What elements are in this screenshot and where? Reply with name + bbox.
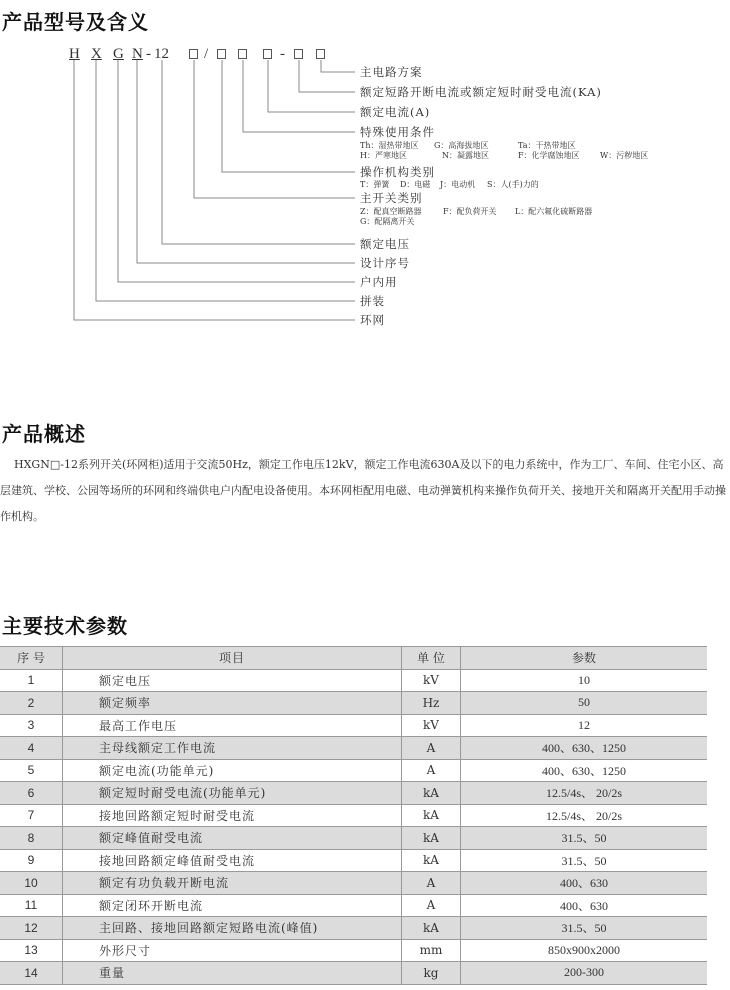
row-value: 400、630	[461, 872, 708, 895]
row-value: 10	[461, 669, 708, 692]
header-unit: 单 位	[402, 647, 461, 670]
line-main-circuit	[321, 60, 355, 72]
row-value: 200-300	[461, 962, 708, 985]
line-design-no	[137, 60, 355, 263]
row-value: 31.5、50	[461, 827, 708, 850]
row-unit: kA	[402, 804, 461, 827]
line-ring-net	[74, 60, 355, 320]
header-value: 参数	[461, 647, 708, 670]
table-row	[0, 759, 707, 782]
model-section-title: 产品型号及含义	[2, 10, 149, 34]
row-unit: A	[402, 737, 461, 760]
row-unit: kA	[402, 827, 461, 850]
code-box-6	[316, 49, 325, 59]
row-unit: kA	[402, 782, 461, 805]
row-value: 400、630	[461, 894, 708, 917]
table-row	[0, 849, 707, 872]
row-no: 4	[0, 737, 63, 760]
code-slash: /	[204, 46, 209, 62]
label-indoor: 户内用	[360, 275, 398, 289]
row-item: 主母线额定工作电流	[63, 737, 402, 760]
code-letter-g: G	[113, 46, 124, 62]
main-switch-options-line1: Z：配真空断路器 F：配负荷开关 L：配六氟化硫断路器	[360, 207, 593, 216]
row-no: 8	[0, 827, 63, 850]
table-row	[0, 782, 707, 805]
table-row	[0, 804, 707, 827]
row-value: 50	[461, 692, 708, 715]
label-mechanism: 操作机构类别	[360, 165, 435, 179]
table-row	[0, 669, 707, 692]
table-header-row	[0, 647, 707, 670]
row-unit: kA	[402, 917, 461, 940]
code-box-4	[263, 49, 272, 59]
table-row	[0, 737, 707, 760]
row-no: 14	[0, 962, 63, 985]
mechanism-options: T：弹簧 D：电磁 J：电动机 S：人(手)力的	[360, 180, 539, 189]
label-rated-current: 额定电流(A)	[360, 105, 431, 119]
row-unit: kV	[402, 714, 461, 737]
code-box-2	[217, 49, 226, 59]
label-short-circuit: 额定短路开断电流或额定短时耐受电流(KA)	[360, 85, 602, 99]
row-item: 主回路、接地回路额定短路电流(峰值)	[63, 917, 402, 940]
row-value: 12.5/4s、 20/2s	[461, 782, 708, 805]
table-row	[0, 939, 707, 962]
row-value: 12	[461, 714, 708, 737]
row-no: 7	[0, 804, 63, 827]
code-letter-h: H	[69, 46, 80, 62]
overview-paragraph: HXGN□-12系列开关(环网柜)适用于交流50Hz，额定工作电压12kV，额定工作电流630A及以下的电力系统中，作为工厂、车间、住宅小区、高层建筑、学校、公园等场所的环网和终端供电户内配电设备使用。本环网柜配用电磁、电动弹簧机构来操作负荷开关、接地开关和隔离开关配用手动操作机构。	[0, 458, 726, 523]
code-dash-1: -	[146, 46, 151, 62]
row-unit: A	[402, 894, 461, 917]
table-row	[0, 917, 707, 940]
row-no: 11	[0, 894, 63, 917]
row-item: 外形尺寸	[63, 939, 402, 962]
row-no: 13	[0, 939, 63, 962]
code-box-5	[294, 49, 303, 59]
row-value: 400、630、1250	[461, 737, 708, 760]
line-rated-current	[268, 60, 355, 112]
row-no: 3	[0, 714, 63, 737]
label-assembled: 拼装	[360, 294, 385, 308]
line-short-circuit	[299, 60, 355, 92]
table-body	[0, 669, 707, 984]
row-no: 6	[0, 782, 63, 805]
row-unit: Hz	[402, 692, 461, 715]
label-main-switch: 主开关类别	[360, 191, 423, 205]
row-unit: mm	[402, 939, 461, 962]
model-code-diagram	[0, 40, 730, 340]
row-item: 最高工作电压	[63, 714, 402, 737]
table-row	[0, 827, 707, 850]
row-unit: kg	[402, 962, 461, 985]
table-row	[0, 872, 707, 895]
code-box-3	[238, 49, 247, 59]
special-conditions-options-line1: Th：湿热带地区 G：高海拔地区 Ta：干热带地区	[360, 141, 576, 150]
line-main-switch	[194, 60, 355, 198]
header-item: 项目	[63, 647, 402, 670]
row-unit: A	[402, 872, 461, 895]
row-value: 850x900x2000	[461, 939, 708, 962]
line-rated-voltage	[162, 60, 355, 244]
table-row	[0, 894, 707, 917]
line-assembled	[96, 60, 355, 301]
row-item: 额定电流(功能单元)	[63, 759, 402, 782]
tech-params-table	[0, 646, 707, 985]
row-unit: kA	[402, 849, 461, 872]
row-value: 31.5、50	[461, 917, 708, 940]
row-no: 9	[0, 849, 63, 872]
label-ring-net: 环网	[360, 313, 385, 327]
row-no: 12	[0, 917, 63, 940]
line-mechanism	[222, 60, 355, 172]
row-item: 接地回路额定峰值耐受电流	[63, 849, 402, 872]
row-unit: kV	[402, 669, 461, 692]
line-indoor	[118, 60, 355, 282]
row-item: 额定有功负载开断电流	[63, 872, 402, 895]
code-letter-x: X	[91, 46, 102, 62]
row-item: 额定电压	[63, 669, 402, 692]
table-row	[0, 962, 707, 985]
row-value: 400、630、1250	[461, 759, 708, 782]
overview-text	[0, 452, 730, 530]
code-voltage: 12	[154, 46, 169, 62]
row-unit: A	[402, 759, 461, 782]
label-main-circuit: 主电路方案	[360, 65, 423, 79]
code-dash-2: -	[280, 46, 285, 62]
row-no: 1	[0, 669, 63, 692]
label-design-no: 设计序号	[360, 256, 410, 270]
row-value: 12.5/4s、 20/2s	[461, 804, 708, 827]
overview-section-title: 产品概述	[2, 422, 86, 446]
header-no: 序 号	[0, 647, 63, 670]
row-item: 重量	[63, 962, 402, 985]
row-item: 额定闭环开断电流	[63, 894, 402, 917]
row-item: 额定峰值耐受电流	[63, 827, 402, 850]
row-item: 接地回路额定短时耐受电流	[63, 804, 402, 827]
row-no: 10	[0, 872, 63, 895]
row-no: 2	[0, 692, 63, 715]
code-box-1	[189, 49, 198, 59]
label-special-conditions: 特殊使用条件	[360, 125, 435, 139]
main-switch-options-line2: G：配隔离开关	[360, 217, 415, 226]
table-row	[0, 692, 707, 715]
special-conditions-options-line2: H：严寒地区 N：凝露地区 F：化学腐蚀地区 W：污秽地区	[360, 151, 649, 160]
row-value: 31.5、50	[461, 849, 708, 872]
code-letter-n: N	[132, 46, 143, 62]
params-section-title: 主要技术参数	[2, 614, 128, 638]
row-item: 额定短时耐受电流(功能单元)	[63, 782, 402, 805]
label-rated-voltage: 额定电压	[360, 237, 410, 251]
table-row	[0, 714, 707, 737]
row-item: 额定频率	[63, 692, 402, 715]
row-no: 5	[0, 759, 63, 782]
